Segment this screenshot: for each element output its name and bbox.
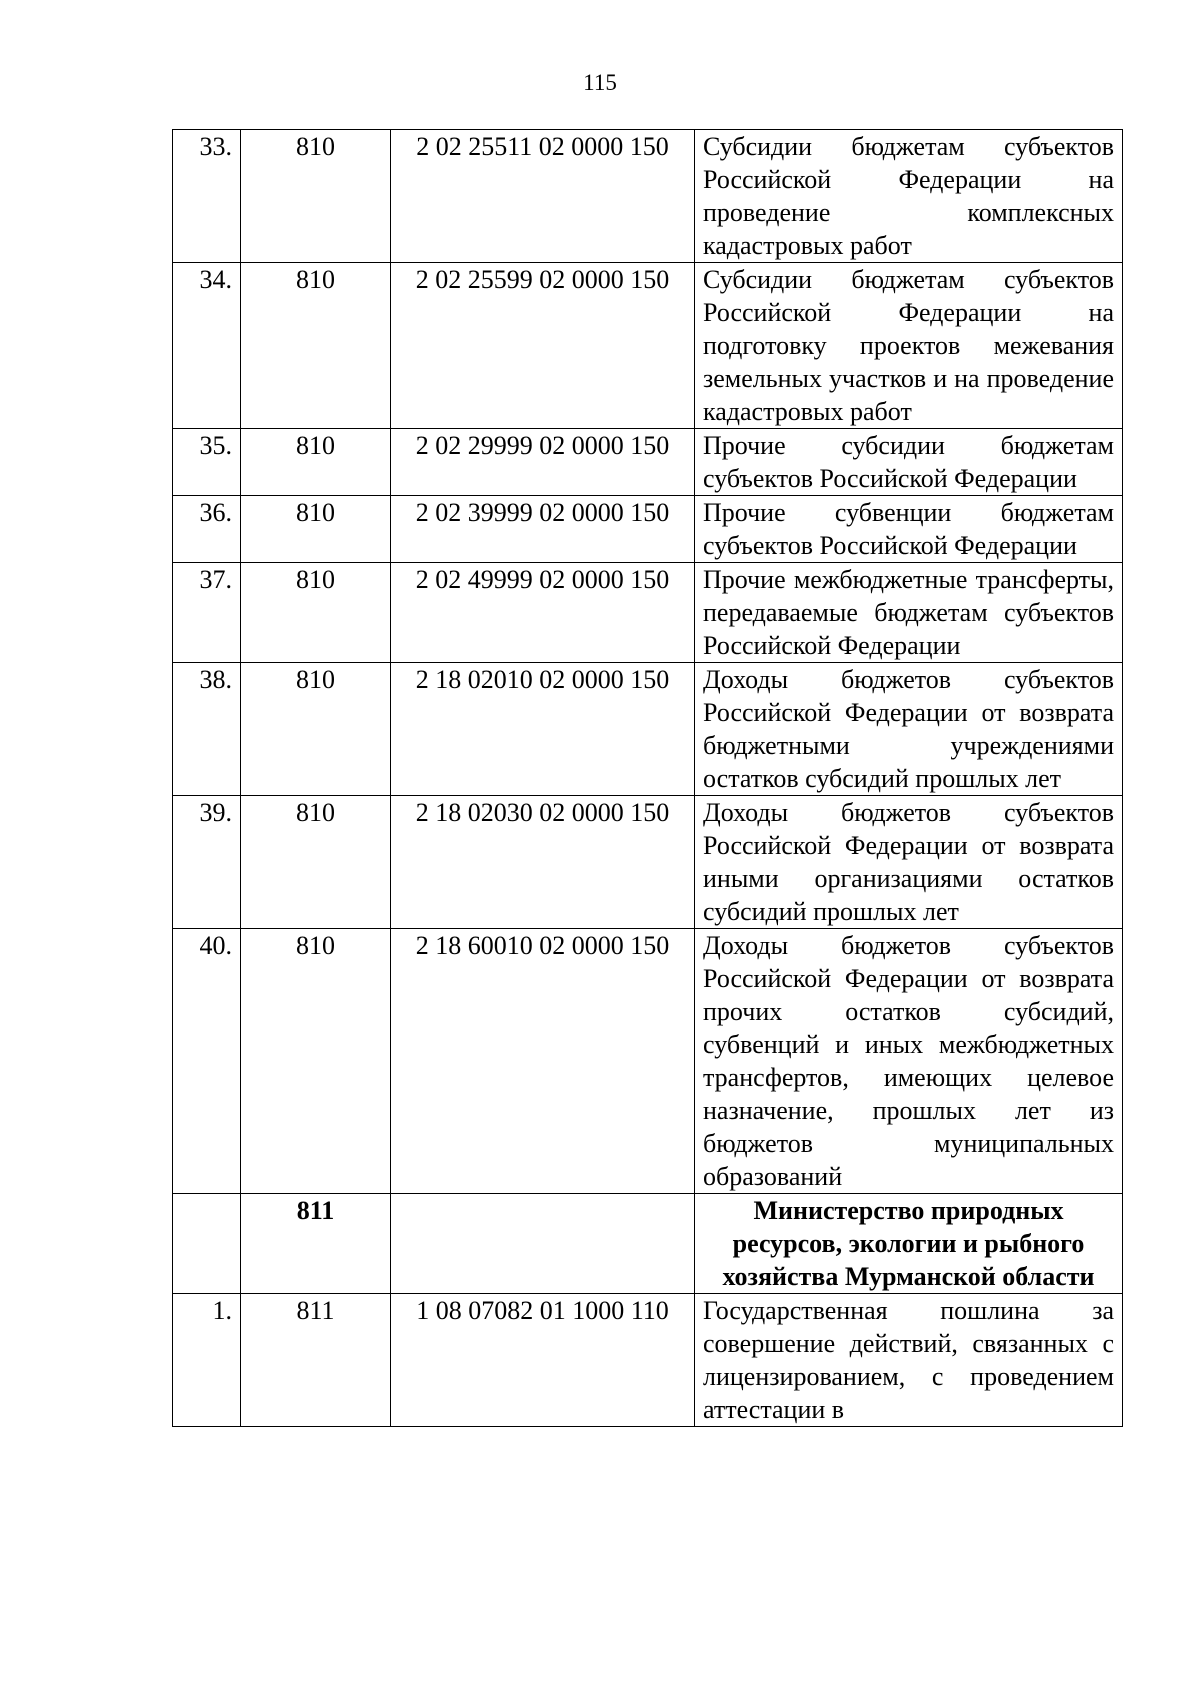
administrator-code: 810: [241, 563, 391, 663]
table-row: [173, 929, 1123, 1194]
budget-classification-code: 2 18 02030 02 0000 150: [391, 796, 695, 929]
revenue-description: Государственная пошлина за совершение действий, связанных с лицензированием, с проведением аттестации в: [695, 1294, 1123, 1427]
row-number: [173, 1194, 241, 1294]
table-row: [173, 429, 1123, 496]
budget-classification-code: 2 18 60010 02 0000 150: [391, 929, 695, 1194]
administrator-code: 810: [241, 263, 391, 429]
budget-classification-code: [391, 1194, 695, 1294]
administrator-name: Министерство природных ресурсов, экологии и рыбного хозяйства Мурманской области: [695, 1194, 1123, 1294]
revenue-description: Прочие субвенции бюджетам субъектов Российской Федерации: [695, 496, 1123, 563]
row-number: 1.: [173, 1294, 241, 1427]
revenue-description: Субсидии бюджетам субъектов Российской Федерации на подготовку проектов межевания земельных участков и на проведение кадастровых работ: [695, 263, 1123, 429]
administrator-code: 811: [241, 1194, 391, 1294]
budget-classification-code: 2 02 25511 02 0000 150: [391, 130, 695, 263]
administrator-code: 810: [241, 663, 391, 796]
row-number: 34.: [173, 263, 241, 429]
page-number: 115: [583, 70, 617, 95]
administrator-code: 810: [241, 130, 391, 263]
administrator-code: 810: [241, 796, 391, 929]
table-row: [173, 1294, 1123, 1427]
table-row: [173, 496, 1123, 563]
budget-classification-code: 2 02 25599 02 0000 150: [391, 263, 695, 429]
revenue-description: Доходы бюджетов субъектов Российской Федерации от возврата прочих остатков субсидий, субвенций и иных межбюджетных трансфертов, имеющих целевое назначение, прошлых лет из бюджетов муниципальных образований: [695, 929, 1123, 1194]
table-row: [173, 663, 1123, 796]
revenue-codes-table: [172, 129, 1123, 1427]
budget-classification-code: 2 02 39999 02 0000 150: [391, 496, 695, 563]
row-number: 40.: [173, 929, 241, 1194]
budget-classification-code: 2 18 02010 02 0000 150: [391, 663, 695, 796]
budget-classification-code: 2 02 29999 02 0000 150: [391, 429, 695, 496]
revenue-description: Прочие субсидии бюджетам субъектов Российской Федерации: [695, 429, 1123, 496]
row-number: 39.: [173, 796, 241, 929]
revenue-description: Доходы бюджетов субъектов Российской Федерации от возврата бюджетными учреждениями остатков субсидий прошлых лет: [695, 663, 1123, 796]
row-number: 36.: [173, 496, 241, 563]
table-row: [173, 263, 1123, 429]
row-number: 33.: [173, 130, 241, 263]
administrator-code: 810: [241, 496, 391, 563]
table-row: [173, 130, 1123, 263]
revenue-description: Прочие межбюджетные трансферты, передаваемые бюджетам субъектов Российской Федерации: [695, 563, 1123, 663]
row-number: 35.: [173, 429, 241, 496]
administrator-code: 810: [241, 929, 391, 1194]
table-row: [173, 563, 1123, 663]
section-heading-row: [173, 1194, 1123, 1294]
row-number: 37.: [173, 563, 241, 663]
row-number: 38.: [173, 663, 241, 796]
administrator-code: 811: [241, 1294, 391, 1427]
budget-classification-code: 1 08 07082 01 1000 110: [391, 1294, 695, 1427]
budget-classification-code: 2 02 49999 02 0000 150: [391, 563, 695, 663]
revenue-description: Субсидии бюджетам субъектов Российской Федерации на проведение комплексных кадастровых работ: [695, 130, 1123, 263]
table-row: [173, 796, 1123, 929]
administrator-code: 810: [241, 429, 391, 496]
revenue-description: Доходы бюджетов субъектов Российской Федерации от возврата иными организациями остатков субсидий прошлых лет: [695, 796, 1123, 929]
